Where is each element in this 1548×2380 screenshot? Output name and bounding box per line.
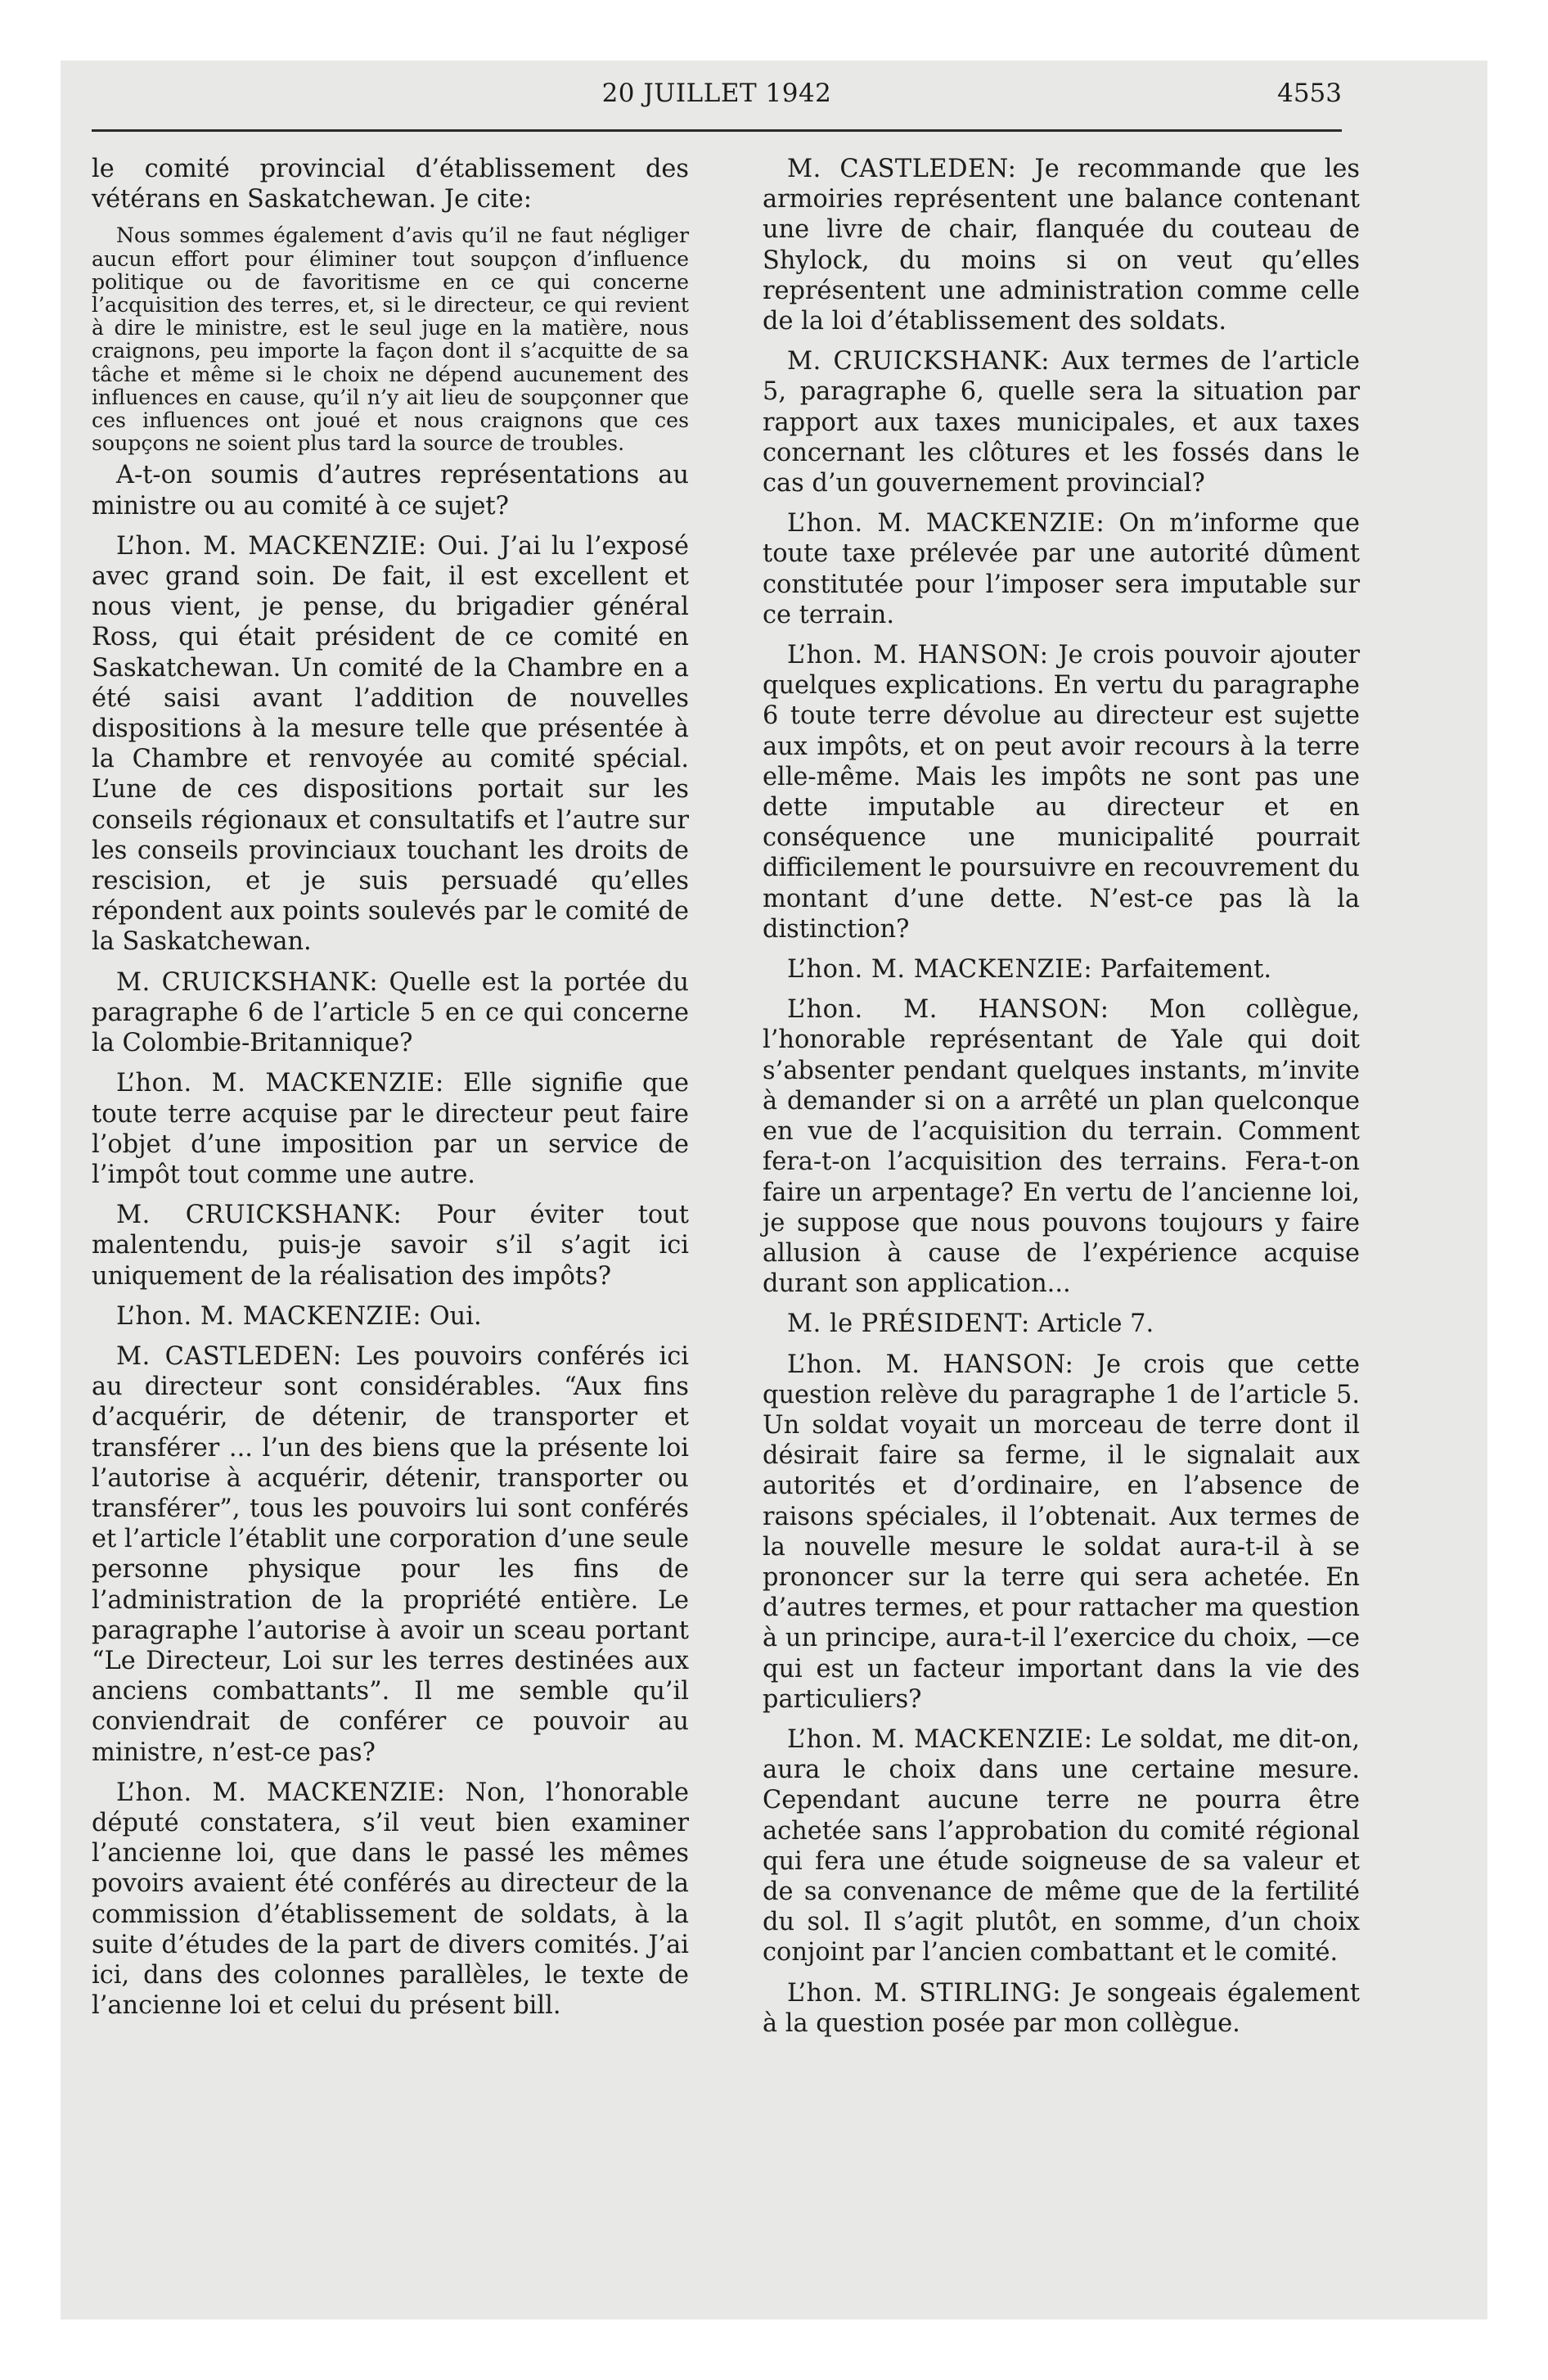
speech-text: Mon collègue, l’honorable représentant de Yale qui doit s’absenter pendant quelques instants, m’invite à demander si on a arrêté un plan quelconque en vue de l’acquisition du terrain. Comment fera-t-on l’acquisition des terrains. Fera-t-on faire un arpentage? En vertu de l’ancienne loi, je suppose que nous pouvons toujours y faire allusion à cause de l’expérience acquise durant son application... [763,995,1360,1299]
speaker-name: M. CASTLEDEN: [787,155,1017,183]
speaker-name: L’hon. M. MACKENZIE: [116,531,427,561]
page-header [92,79,1342,119]
speech-text: On m’informe que toute taxe prélevée par une autorité dûment constitutée pour l’imposer sera imputable sur ce terrain. [763,509,1360,629]
speech-paragraph [92,1301,689,1332]
speaker-name: L’hon. M. HANSON: [787,1350,1074,1379]
speech-paragraph [763,994,1360,1299]
speech-paragraph [92,1200,689,1291]
speaker-name: L’hon. M. HANSON: [787,995,1109,1025]
speech-paragraph [92,531,689,958]
speech-paragraph [92,967,689,1059]
left-column [92,154,689,2031]
header-rule [92,129,1342,132]
speech-text: Aux termes de l’article 5, paragraphe 6, quelle sera la situation par rapport aux taxes municipales, et aux taxes concernant les clôtures et les fossés dans le cas d’un gouvernement provincial? [763,347,1360,498]
speech-text: Je crois que cette question relève du paragraphe 1 de l’article 5. Un soldat voyait un morceau de terre dont il désirait faire sa ferme, il le signalait aux autorités et d’ordinaire, en l’absence de raisons spéciales, il l’obtenait. Aux termes de la nouvelle mesure le soldat aura-t-il à se prononcer sur la terre qui sera achetée. En d’autres termes, et pour rattacher ma question à un principe, aura-t-il l’exercice du choix, —ce qui est un facteur important dans la vie des particuliers? [763,1350,1360,1714]
speaker-name: L’hon. M. MACKENZIE: [116,1778,446,1807]
speech-text: Quelle est la portée du paragraphe 6 de l’article 5 en ce qui concerne la Colombie-Britannique? [92,967,689,1058]
speech-text: Les pouvoirs conférés ici au directeur sont considérables. “Aux fins d’acquérir, de détenir, de transporter et transférer ... l’un des biens que la présente loi l’autorise à acquérir, détenir, transporter ou transférer”, tous les pouvoirs lui sont conférés et l’article l’établit une corporation d’une seule personne physique pour les fins de l’administration de la propriété entière. Le paragraphe l’autorise à avoir un sceau portant “Le Directeur, Loi sur les terres destinées aux anciens combattants”. Il me semble qu’il conviendrait de conférer ce pouvoir au ministre, n’est-ce pas? [92,1341,689,1767]
speech-paragraph [763,1309,1360,1339]
speech-paragraph [92,1778,689,2022]
speech-paragraph [763,1978,1360,2039]
speaker-name: L’hon. M. MACKENZIE: [787,1724,1093,1754]
speaker-name: M. le PRÉSIDENT: [787,1309,1030,1339]
speech-paragraph [763,346,1360,498]
quotation: Nous sommes également d’avis qu’il ne faut négliger aucun effort pour éliminer tout soupçon d’influence politique ou de favoritisme en ce qui concerne l’acquisition des terres, et, si le directeur, ce qui revient à dire le ministre, est le seul juge en la matière, nous craignons, peu importe la façon dont il s’acquitte de sa tâche et même si le choix ne dépend aucunement des influences en cause, qu’il n’y ait lieu de soupçonner que ces influences ont joué et nous craignons que ces soupçons ne soient plus tard la source de troubles. [92,223,689,456]
speech-text: Je songeais également à la question posée par mon collègue. [763,1978,1360,2038]
speaker-name: L’hon. M. MACKENZIE: [787,509,1105,539]
speech-paragraph [92,1068,689,1190]
speaker-name: L’hon. M. MACKENZIE: [116,1069,444,1098]
speech-paragraph [92,1341,689,1768]
speech-text: Non, l’honorable député constatera, s’il veut bien examiner l’ancienne loi, que dans le passé les mêmes povoirs avaient été conférés au directeur de la commission d’établissement de soldats, à la suite d’études de la part de divers comités. J’ai ici, dans des colonnes parallèles, le texte de l’ancienne loi et celui du présent bill. [92,1778,689,2021]
speech-text: Le soldat, me dit-on, aura le choix dans une certaine mesure. Cependant aucune terre ne pourra être achetée sans l’approbation du comité régional qui fera une étude soigneuse de sa valeur et de sa convenance de même que de la fertilité du sol. Il s’agit plutôt, en somme, d’un choix conjoint par l’ancien combattant et le comité. [763,1724,1360,1968]
speech-paragraph [763,508,1360,630]
speaker-name: L’hon. M. STIRLING: [787,1978,1061,2008]
speaker-name: L’hon. M. MACKENZIE: [116,1301,422,1331]
speech-text: Article 7. [1029,1309,1154,1339]
speech-paragraph [763,154,1360,336]
speech-text: Oui. J’ai lu l’exposé avec grand soin. De fait, il est excellent et nous vient, je pense, du brigadier général Ross, qui était président de ce comité en Saskatchewan. Un comité de la Chambre en a été saisi avant l’addition de nouvelles dispositions à la mesure telle que présentée à la Chambre et renvoyée au comité spécial. L’une de ces dispositions portait sur les conseils régionaux et consultatifs et l’autre sur les conseils provinciaux touchant les droits de rescision, et je suis persuadé qu’elles répondent aux points soulevés par le comité de la Saskatchewan. [92,531,689,957]
speaker-name: M. CRUICKSHANK: [116,1201,403,1230]
right-column [763,154,1360,2049]
speaker-name: M. CASTLEDEN: [116,1341,342,1371]
speaker-name: M. CRUICKSHANK: [787,347,1051,376]
paragraph: A-t-on soumis d’autres représentations au ministre ou au comité à ce sujet? [92,461,689,521]
page-number: 4553 [1277,79,1342,108]
speech-text: Je recommande que les armoiries représentent une balance contenant une livre de chair, flanquée du couteau de Shylock, du moins si on veut qu’elles représentent une administration comme celle de la loi d’établissement des soldats. [763,155,1360,336]
header-date: 20 JUILLET 1942 [601,79,832,108]
paragraph: le comité provincial d’établissement des vétérans en Saskatchewan. Je cite: [92,155,689,214]
speech-paragraph [763,1724,1360,1968]
speech-paragraph [763,640,1360,944]
speaker-name: M. CRUICKSHANK: [116,967,379,997]
speech-text: Oui. [421,1301,482,1331]
speech-text: Je crois pouvoir ajouter quelques explications. En vertu du paragraphe 6 toute terre dévolue au directeur est sujette aux impôts, et on peut avoir recours à la terre elle-même. Mais les impôts ne sont pas une dette imputable au directeur et en conséquence une municipalité pourrait difficilement le poursuivre en recouvrement du montant d’une dette. N’est-ce pas là la distinction? [763,641,1360,944]
speaker-name: L’hon. M. MACKENZIE: [787,955,1093,985]
speech-paragraph [763,1350,1360,1715]
speech-text: Parfaitement. [1092,955,1272,985]
speech-paragraph [763,954,1360,985]
speaker-name: L’hon. M. HANSON: [787,641,1049,670]
speech-text: Elle signifie que toute terre acquise par le directeur peut faire l’objet d’une imposition par un service de l’impôt tout comme une autre. [92,1069,689,1189]
speech-text: Pour éviter tout malentendu, puis-je savoir s’il s’agit ici uniquement de la réalisation des impôts? [92,1201,689,1291]
